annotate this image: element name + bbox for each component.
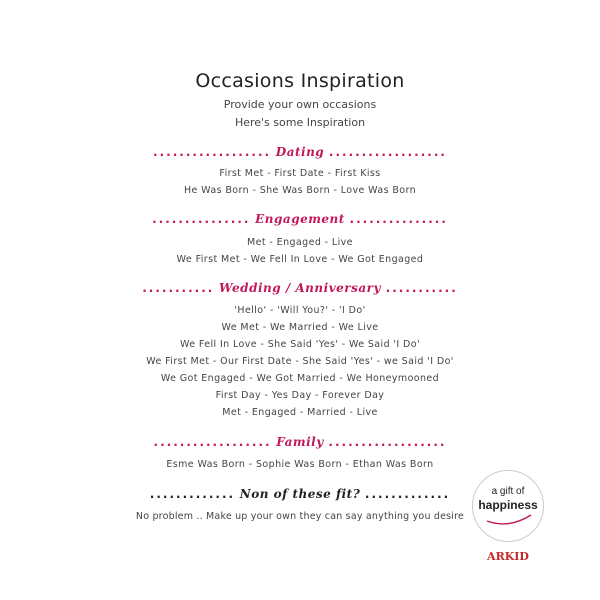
page-title: Occasions Inspiration	[195, 70, 405, 92]
section-heading-dating	[0, 145, 600, 159]
dotted-leader: ..................	[328, 435, 447, 449]
section-heading-family	[0, 435, 600, 449]
dotted-leader: ...............	[349, 212, 448, 226]
brand-logo: ARKID	[487, 550, 529, 563]
wedding-line-3: We Fell In Love - She Said 'Yes' - We Said 'I Do'	[179, 339, 420, 350]
section-heading-engagement	[0, 212, 600, 226]
family-line-1: Esme Was Born - Sophie Was Born - Ethan Was Born	[166, 459, 434, 470]
dating-line-2: He Was Born - She Was Born - Love Was Born	[183, 185, 417, 196]
gift-of-happiness-logo	[472, 470, 544, 542]
dating-line-1: First Met - First Date - First Kiss	[219, 168, 381, 179]
wedding-line-7: Met - Engaged - Married - Live	[222, 407, 378, 418]
section-heading-wedding	[0, 281, 600, 295]
logo-line-1: a gift of	[491, 486, 525, 497]
dotted-leader: ..................	[153, 435, 272, 449]
heading-label: Wedding / Anniversary	[219, 281, 381, 295]
logo-line-2: happiness	[478, 498, 538, 512]
wedding-line-4: We First Met - Our First Date - She Said 'Yes' - we Said 'I Do'	[146, 356, 454, 367]
subtitle-line-1: Provide your own occasions	[223, 98, 377, 111]
wedding-line-1: 'Hello' - 'Will You?' - 'I Do'	[234, 305, 366, 316]
subtitle-line-2: Here's some Inspiration	[234, 116, 366, 129]
dotted-leader: ..................	[153, 145, 272, 159]
dotted-leader: ...............	[152, 212, 251, 226]
swoosh-icon	[473, 471, 543, 541]
dotted-leader: .............	[149, 487, 236, 501]
heading-label: Engagement	[255, 212, 345, 226]
wedding-line-6: First Day - Yes Day - Forever Day	[215, 390, 385, 401]
heading-label: Non of these fit?	[239, 487, 361, 501]
wedding-line-5: We Got Engaged - We Got Married - We Honeymooned	[160, 373, 440, 384]
none-line-1: No problem .. Make up your own they can say anything you desire	[135, 511, 465, 522]
engagement-line-1: Met - Engaged - Live	[247, 237, 353, 248]
dotted-leader: ..................	[328, 145, 447, 159]
dotted-leader: ...........	[385, 281, 458, 295]
heading-label: Dating	[275, 145, 325, 159]
heading-label: Family	[276, 435, 324, 449]
dotted-leader: ...........	[142, 281, 215, 295]
wedding-line-2: We Met - We Married - We Live	[221, 322, 379, 333]
engagement-line-2: We First Met - We Fell In Love - We Got Engaged	[176, 254, 424, 265]
dotted-leader: .............	[364, 487, 451, 501]
